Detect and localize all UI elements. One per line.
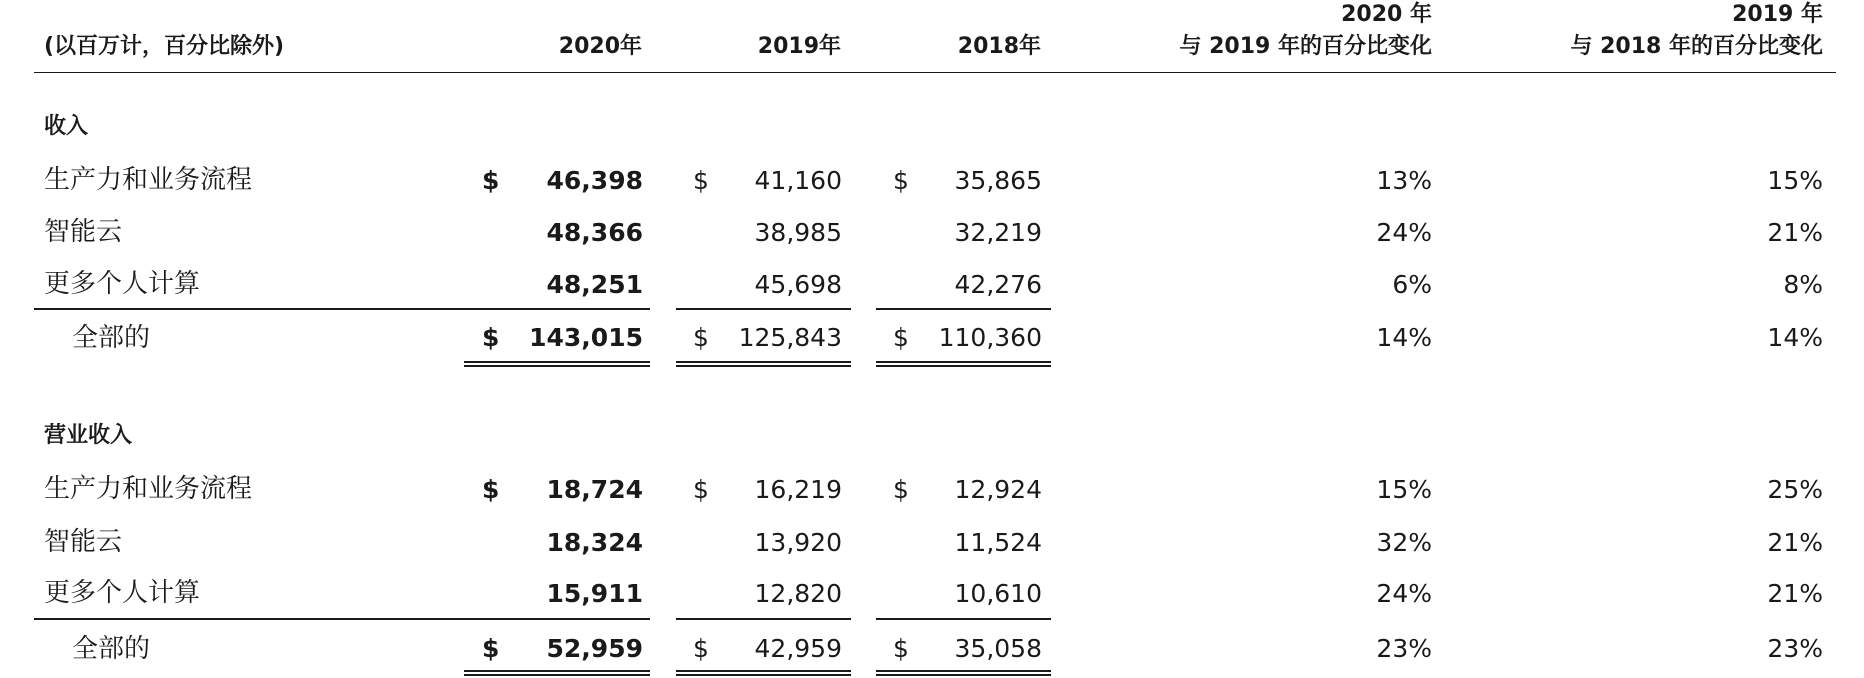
currency-symbol: $ [482, 323, 500, 352]
total-change-2019: 23% [1767, 634, 1823, 663]
currency-symbol: $ [693, 475, 709, 504]
change-2019: 25% [1767, 475, 1823, 504]
total-2019: 125,843 [738, 323, 842, 352]
change-2020: 6% [1392, 270, 1432, 299]
change-2020: 24% [1376, 579, 1432, 608]
value-2020: 15,911 [546, 579, 643, 608]
change-2019: 21% [1767, 218, 1823, 247]
currency-symbol: $ [893, 475, 909, 504]
currency-symbol: $ [482, 634, 500, 663]
value-2019: 45,698 [754, 270, 842, 299]
value-2018: 12,924 [954, 475, 1042, 504]
change-2020: 15% [1376, 475, 1432, 504]
row-label: 智能云 [44, 527, 123, 557]
value-2018: 35,865 [954, 166, 1042, 195]
column-header-change-2020-bottom: 与 2019 年的百分比变化 [1179, 34, 1432, 59]
subtotal-rule [34, 618, 650, 620]
value-2020: 48,366 [546, 218, 643, 247]
value-2018: 11,524 [954, 528, 1042, 557]
value-2019: 41,160 [754, 166, 842, 195]
change-2019: 15% [1767, 166, 1823, 195]
column-header-2020: 2020年 [558, 34, 642, 59]
value-2018: 42,276 [954, 270, 1042, 299]
row-label: 更多个人计算 [44, 269, 201, 299]
currency-symbol: $ [693, 634, 709, 663]
change-2019: 21% [1767, 528, 1823, 557]
total-underline [676, 670, 851, 672]
value-2020: 18,724 [546, 475, 643, 504]
total-change-2020: 14% [1376, 323, 1432, 352]
section-title-operating-income: 营业收入 [44, 423, 133, 448]
subtotal-rule [676, 618, 851, 620]
total-underline [464, 365, 650, 367]
header-rule [34, 72, 1836, 73]
value-2018: 10,610 [954, 579, 1042, 608]
value-2020: 48,251 [546, 270, 643, 299]
total-change-2019: 14% [1767, 323, 1823, 352]
value-2020: 46,398 [546, 166, 643, 195]
subtotal-rule [876, 618, 1051, 620]
row-label: 智能云 [44, 217, 123, 247]
change-2020: 32% [1376, 528, 1432, 557]
unit-note: (以百万计，百分比除外) [44, 34, 285, 59]
value-2018: 32,219 [954, 218, 1042, 247]
column-header-change-2019-top: 2019 年 [1732, 2, 1823, 27]
currency-symbol: $ [893, 634, 909, 663]
total-underline [464, 674, 650, 676]
row-label: 更多个人计算 [44, 578, 201, 608]
section-title-revenue: 收入 [44, 114, 89, 139]
row-label: 生产力和业务流程 [44, 474, 253, 504]
currency-symbol: $ [693, 166, 709, 195]
subtotal-rule [676, 308, 851, 310]
change-2019: 21% [1767, 579, 1823, 608]
value-2019: 38,985 [754, 218, 842, 247]
currency-symbol: $ [893, 323, 909, 352]
change-2019: 8% [1783, 270, 1823, 299]
currency-symbol: $ [693, 323, 709, 352]
total-underline [676, 674, 851, 676]
total-2018: 35,058 [954, 634, 1042, 663]
column-header-change-2019-bottom: 与 2018 年的百分比变化 [1570, 34, 1823, 59]
total-underline [876, 365, 1051, 367]
currency-symbol: $ [893, 166, 909, 195]
subtotal-rule [34, 308, 650, 310]
total-underline [876, 674, 1051, 676]
column-header-2019: 2019年 [757, 34, 841, 59]
total-underline [676, 361, 851, 363]
total-underline [876, 361, 1051, 363]
currency-symbol: $ [482, 166, 500, 195]
total-2020: 52,959 [546, 634, 643, 663]
value-2020: 18,324 [546, 528, 643, 557]
total-2018: 110,360 [938, 323, 1042, 352]
value-2019: 13,920 [754, 528, 842, 557]
total-underline [876, 670, 1051, 672]
currency-symbol: $ [482, 475, 500, 504]
total-2020: 143,015 [529, 323, 643, 352]
total-2019: 42,959 [754, 634, 842, 663]
change-2020: 24% [1376, 218, 1432, 247]
subtotal-rule [876, 308, 1051, 310]
change-2020: 13% [1376, 166, 1432, 195]
column-header-2018: 2018年 [957, 34, 1041, 59]
total-underline [464, 361, 650, 363]
total-underline [464, 670, 650, 672]
column-header-change-2020-top: 2020 年 [1341, 2, 1432, 27]
total-label: 全部的 [72, 634, 151, 664]
total-change-2020: 23% [1376, 634, 1432, 663]
total-label: 全部的 [72, 323, 151, 353]
value-2019: 16,219 [754, 475, 842, 504]
value-2019: 12,820 [754, 579, 842, 608]
total-underline [676, 365, 851, 367]
row-label: 生产力和业务流程 [44, 165, 253, 195]
